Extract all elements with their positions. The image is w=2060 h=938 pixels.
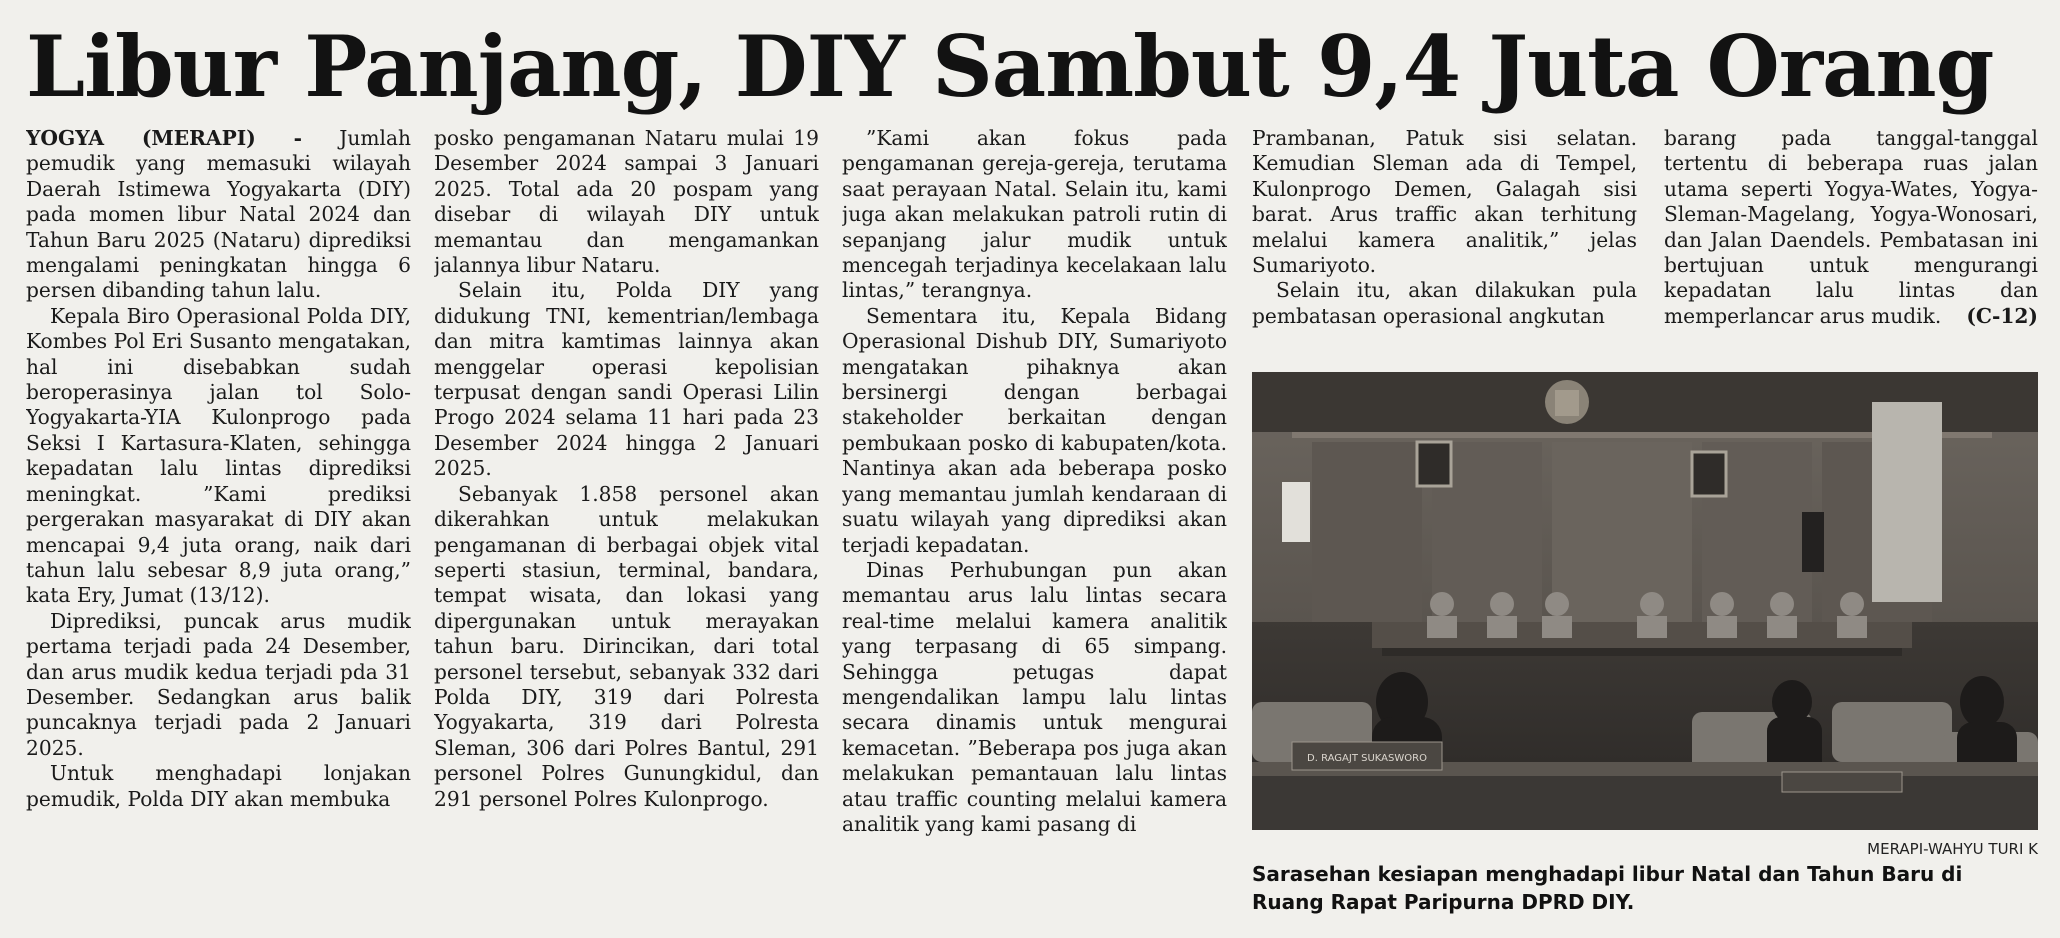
dateline: YOGYA (MERAPI) - (26, 126, 303, 150)
paragraph (26, 126, 411, 304)
paragraph-text: barang pada tanggal-tanggal tertentu di beberapa ruas jalan utama seperti Yogya-Wates, Yogya-Sleman-Magelang, Yogya-Wonosari, dan Jalan Daendels. Pembatasan ini bertujuan untuk mengurangi kepadatan lalu lintas dan memperlancar arus mudik. (1664, 126, 2038, 328)
flag (1282, 482, 1310, 542)
garuda-emblem-icon (1545, 380, 1589, 424)
headline: Libur Panjang, DIY Sambut 9,4 Juta Orang (26, 17, 1994, 116)
news-photo (1252, 372, 2038, 830)
article-column-2 (434, 126, 819, 926)
article-column-5 (1664, 126, 2038, 366)
paragraph: Kepala Biro Operasional Polda DIY, Kombes Pol Eri Susanto mengatakan, hal ini disebabkan sudah beroperasinya jalan tol Solo-Yogyakarta-YIA Kulonprogo pada Seksi I Kartasura-Klaten, sehingga kepadatan lalu lintas diprediksi meningkat. ”Kami prediksi pergerakan masyarakat di DIY akan mencapai 9,4 juta orang, naik dari tahun lalu sebesar 8,9 juta orang,” kata Ery, Jumat (13/12). (26, 303, 411, 608)
paragraph: posko pengamanan Nataru mulai 19 Desember 2024 sampai 3 Januari 2025. Total ada 20 pospam yang disebar di wilayah DIY untuk memantau dan mengamankan jalannya libur Nataru. (434, 126, 819, 278)
article-column-4 (1252, 126, 1637, 366)
paragraph: Untuk menghadapi lonjakan pemudik, Polda DIY akan membuka (26, 761, 411, 811)
nameplate-text: D. RAGAJT SUKASWORO (1307, 753, 1427, 764)
paragraph: ”Kami akan fokus pada pengamanan gereja-gereja, terutama saat perayaan Natal. Selain itu, kami juga akan melakukan patroli rutin di sepanjang jalur mudik untuk mencegah terjadinya kecelakaan lalu lintas,” terangnya. (842, 126, 1227, 303)
meeting-room-illustration (1252, 372, 2038, 830)
article-column-3 (842, 126, 1227, 926)
paragraph: Diprediksi, puncak arus mudik pertama terjadi pada 24 Desember, dan arus mudik kedua terjadi pda 31 Desember. Sedangkan arus balik puncaknya terjadi pada 2 Januari 2025. (26, 608, 411, 760)
paragraph: Dinas Perhubungan pun akan memantau arus lalu lintas secara real-time melalui kamera analitik yang terpasang di 65 simpang. Sehingga petugas dapat mengendalikan lampu lalu lintas secara dinamis untuk mengurai kemacetan. ”Beberapa pos juga akan melakukan pemantauan lalu lintas atau traffic counting melalui kamera analitik yang kami pasang di (842, 557, 1227, 836)
paragraph: Prambanan, Patuk sisi selatan. Kemudian Sleman ada di Tempel, Kulonprogo Demen, Galagah sisi barat. Arus traffic akan terhitung melalui kamera analitik,” jelas Sumariyoto. (1252, 126, 1637, 278)
flag (1802, 512, 1824, 572)
paragraph: Sebanyak 1.858 personel akan dikerahkan untuk melakukan pengamanan di berbagai objek vital seperti stasiun, terminal, bandara, tempat wisata, dan lokasi yang dipergunakan untuk merayakan tahun baru. Dirincikan, dari total personel tersebut, sebanyak 332 dari Polda DIY, 319 dari Polresta Yogyakarta, 319 dari Polresta Sleman, 306 dari Polres Bantul, 291 personel Polres Gunungkidul, dan 291 personel Polres Kulonprogo. (434, 481, 819, 811)
paragraph-text: Jumlah pemudik yang memasuki wilayah Daerah Istimewa Yogyakarta (DIY) pada momen libur Natal 2024 dan Tahun Baru 2025 (Nataru) diprediksi mengalami peningkatan hingga 6 persen dibanding tahun lalu. (26, 126, 411, 303)
author-signature: (C-12) (1966, 303, 2038, 328)
photo-credit: MERAPI-WAHYU TURI K (1867, 840, 2038, 858)
paragraph: Sementara itu, Kepala Bidang Operasional Dishub DIY, Sumariyoto mengatakan pihaknya akan bersinergi dengan berbagai stakeholder berkaitan dengan pembukaan posko di kabupaten/kota. Nantinya akan ada beberapa posko yang memantau jumlah kendaraan di suatu wilayah yang diprediksi akan terjadi kepadatan. (842, 303, 1227, 557)
photo-caption: Sarasehan kesiapan menghadapi libur Natal dan Tahun Baru di Ruang Rapat Paripurna DPRD DIY. (1252, 862, 1963, 914)
paragraph (1664, 126, 2038, 329)
paragraph: Selain itu, Polda DIY yang didukung TNI, kementrian/lembaga dan mitra kamtimas lainnya akan menggelar operasi kepolisian terpusat dengan sandi Operasi Lilin Progo 2024 selama 11 hari pada 23 Desember 2024 hingga 2 Januari 2025. (434, 278, 819, 481)
paragraph: Selain itu, akan dilakukan pula pembatasan operasional angkutan (1252, 278, 1637, 328)
article-column-1 (26, 126, 411, 926)
portrait-frame (1692, 452, 1726, 496)
portrait-frame (1417, 442, 1451, 486)
